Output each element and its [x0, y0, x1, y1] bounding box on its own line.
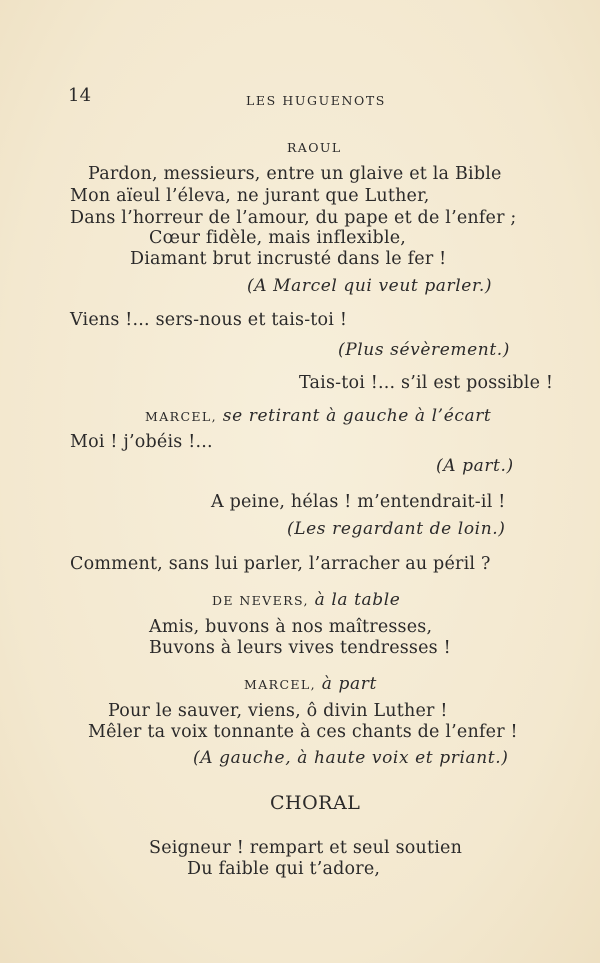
- running-title: LES HUGUENOTS: [246, 93, 386, 108]
- verse-line: Tais-toi !... s’il est possible !: [299, 373, 554, 393]
- verse-line: Pour le sauver, viens, ô divin Luther !: [108, 701, 448, 721]
- stage-direction: (A Marcel qui veut parler.): [247, 276, 493, 296]
- page-number: 14: [68, 85, 92, 106]
- verse-line: Seigneur ! rempart et seul soutien: [149, 838, 463, 858]
- speaker-marcel: MARCEL,: [145, 409, 218, 424]
- stage-direction: (Plus sévèrement.): [338, 340, 511, 360]
- speaker-line: [145, 406, 491, 427]
- speaker-direction: à la table: [314, 590, 401, 610]
- speaker-marcel: MARCEL,: [244, 677, 317, 692]
- stage-direction: (A gauche, à haute voix et priant.): [193, 748, 509, 768]
- speaker-line: [212, 590, 400, 611]
- verse-line: Dans l’horreur de l’amour, du pape et de l’enfer ;: [70, 208, 517, 228]
- stage-direction: (Les regardant de loin.): [287, 519, 506, 539]
- verse-line: Du faible qui t’adore,: [187, 859, 381, 879]
- verse-line: A peine, hélas ! m’entendrait-il !: [211, 492, 506, 512]
- verse-line: Mon aïeul l’éleva, ne jurant que Luther,: [70, 186, 430, 206]
- verse-line: Mêler ta voix tonnante à ces chants de l’enfer !: [88, 722, 518, 742]
- speaker-de-nevers: DE NEVERS,: [212, 593, 309, 608]
- speaker-raoul: RAOUL: [287, 140, 342, 155]
- verse-line: Pardon, messieurs, entre un glaive et la Bible: [88, 164, 502, 184]
- speaker-line: [244, 674, 377, 695]
- verse-line: Amis, buvons à nos maîtresses,: [149, 617, 433, 637]
- verse-line: Viens !... sers-nous et tais-toi !: [70, 310, 348, 330]
- speaker-direction: à part: [321, 674, 377, 694]
- verse-line: Cœur fidèle, mais inflexible,: [149, 228, 407, 248]
- verse-line: Comment, sans lui parler, l’arracher au péril ?: [70, 554, 491, 574]
- verse-line: Diamant brut incrusté dans le fer !: [130, 249, 447, 269]
- stage-direction: (A part.): [436, 456, 514, 476]
- verse-line: Buvons à leurs vives tendresses !: [149, 638, 451, 658]
- section-heading: CHORAL: [270, 792, 361, 814]
- speaker-direction: se retirant à gauche à l’écart: [222, 406, 492, 426]
- verse-line: Moi ! j’obéis !...: [70, 432, 213, 452]
